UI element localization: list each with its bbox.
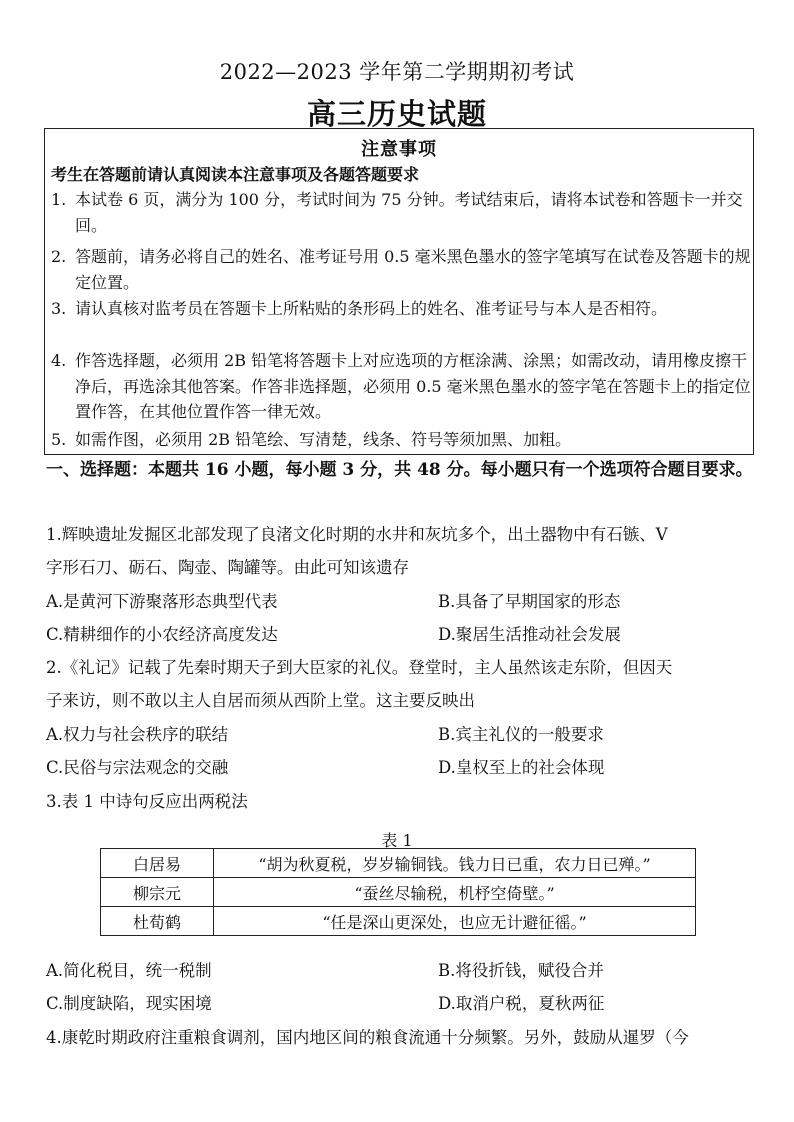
notice-item (51, 187, 751, 238)
table-cell-poem: “胡为秋夏税，岁岁输铜钱。钱力日已重，农力日已殚。” (214, 849, 696, 878)
notice-item-text: 如需作图，必须用 2B 铅笔绘、写清楚，线条、符号等须加黑、加粗。 (75, 430, 572, 449)
question-1-option-b: B.具备了早期国家的形态 (438, 592, 621, 611)
table-caption: 表 1 (381, 831, 413, 850)
question-3-option-b: B.将役折钱，赋役合并 (438, 961, 604, 980)
table-cell-poem: “任是深山更深处，也应无计避征徭。” (214, 907, 696, 936)
notice-item (51, 427, 751, 453)
subject-title: 高三历史试题 (306, 97, 487, 131)
exam-title: 2022—2023 学年第二学期期初考试 (219, 60, 575, 84)
question-4-line-1: 4.康乾时期政府注重粮食调剂，国内地区间的粮食流通十分频繁。另外，鼓励从暹罗（今 (46, 1028, 689, 1047)
question-1-option-c: C.精耕细作的小农经济高度发达 (46, 625, 278, 644)
table-row (101, 878, 696, 907)
question-2-option-b: B.宾主礼仪的一般要求 (438, 725, 604, 744)
table-cell-poem: “蚕丝尽输税，机杼空倚壁。” (214, 878, 696, 907)
notice-item-text: 本试卷 6 页，满分为 100 分，考试时间为 75 分钟。考试结束后，请将本试卷和答题卡一并交回。 (75, 190, 743, 235)
notice-item-number: 1. (51, 190, 67, 209)
question-2-line-1: 2.《礼记》记载了先秦时期天子到大臣家的礼仪。登堂时，主人虽然该走东阶，但因天 (46, 658, 673, 677)
table-row (101, 907, 696, 936)
notice-item-text: 答题前，请务必将自己的姓名、准考证号用 0.5 毫米黑色墨水的签字笔填写在试卷及答题卡的规定位置。 (75, 247, 751, 292)
notice-item (51, 244, 751, 295)
question-3-line-1: 3.表 1 中诗句反应出两税法 (46, 792, 248, 811)
question-2-line-2: 子来访，则不敢以主人自居而须从西阶上堂。这主要反映出 (46, 691, 475, 710)
notice-item (51, 296, 751, 322)
table-cell-author: 杜荀鹤 (101, 907, 214, 936)
table-row (101, 849, 696, 878)
question-2-option-c: C.民俗与宗法观念的交融 (46, 758, 229, 777)
notice-item-number: 5. (51, 430, 67, 449)
question-3-option-c: C.制度缺陷，现实困境 (46, 994, 212, 1013)
notice-item-number: 4. (51, 351, 67, 370)
question-3-option-a: A.简化税目，统一税制 (46, 961, 212, 980)
notice-item-text: 请认真核对监考员在答题卡上所粘贴的条形码上的姓名、准考证号与本人是否相符。 (75, 299, 668, 318)
poem-table (100, 848, 696, 936)
question-2-option-d: D.皇权至上的社会体现 (438, 758, 605, 777)
notice-item-text: 作答选择题，必须用 2B 铅笔将答题卡上对应选项的方框涂满、涂黑；如需改动，请用橡皮擦干净后，再选涂其他答案。作答非选择题，必须用 0.5 毫米黑色墨水的签字笔在答题卡上的指定位置作答，在其他位置作答一律无效。 (75, 351, 751, 421)
table-cell-author: 柳宗元 (101, 878, 214, 907)
notice-item-number: 3. (51, 299, 67, 318)
question-3-option-d: D.取消户税，夏秋两征 (438, 994, 605, 1013)
question-1-option-d: D.聚居生活推动社会发展 (438, 625, 621, 644)
question-1-line-1: 1.辉映遗址发掘区北部发现了良渚文化时期的水井和灰坑多个，出土器物中有石镞、V (46, 525, 668, 544)
notice-box (44, 128, 754, 455)
notice-intro: 考生在答题前请认真阅读本注意事项及各题答题要求 (51, 165, 420, 184)
notice-item-number: 2. (51, 247, 67, 266)
question-1-line-2: 字形石刀、砺石、陶壶、陶罐等。由此可知该遗存 (46, 558, 409, 577)
section-heading: 一、选择题：本题共 16 小题，每小题 3 分，共 48 分。每小题只有一个选项符合题目要求。 (46, 460, 753, 480)
table-cell-author: 白居易 (101, 849, 214, 878)
question-1-option-a: A.是黄河下游聚落形态典型代表 (46, 592, 278, 611)
notice-item (51, 348, 751, 425)
question-2-option-a: A.权力与社会秩序的联结 (46, 725, 229, 744)
notice-heading: 注意事项 (361, 139, 437, 160)
